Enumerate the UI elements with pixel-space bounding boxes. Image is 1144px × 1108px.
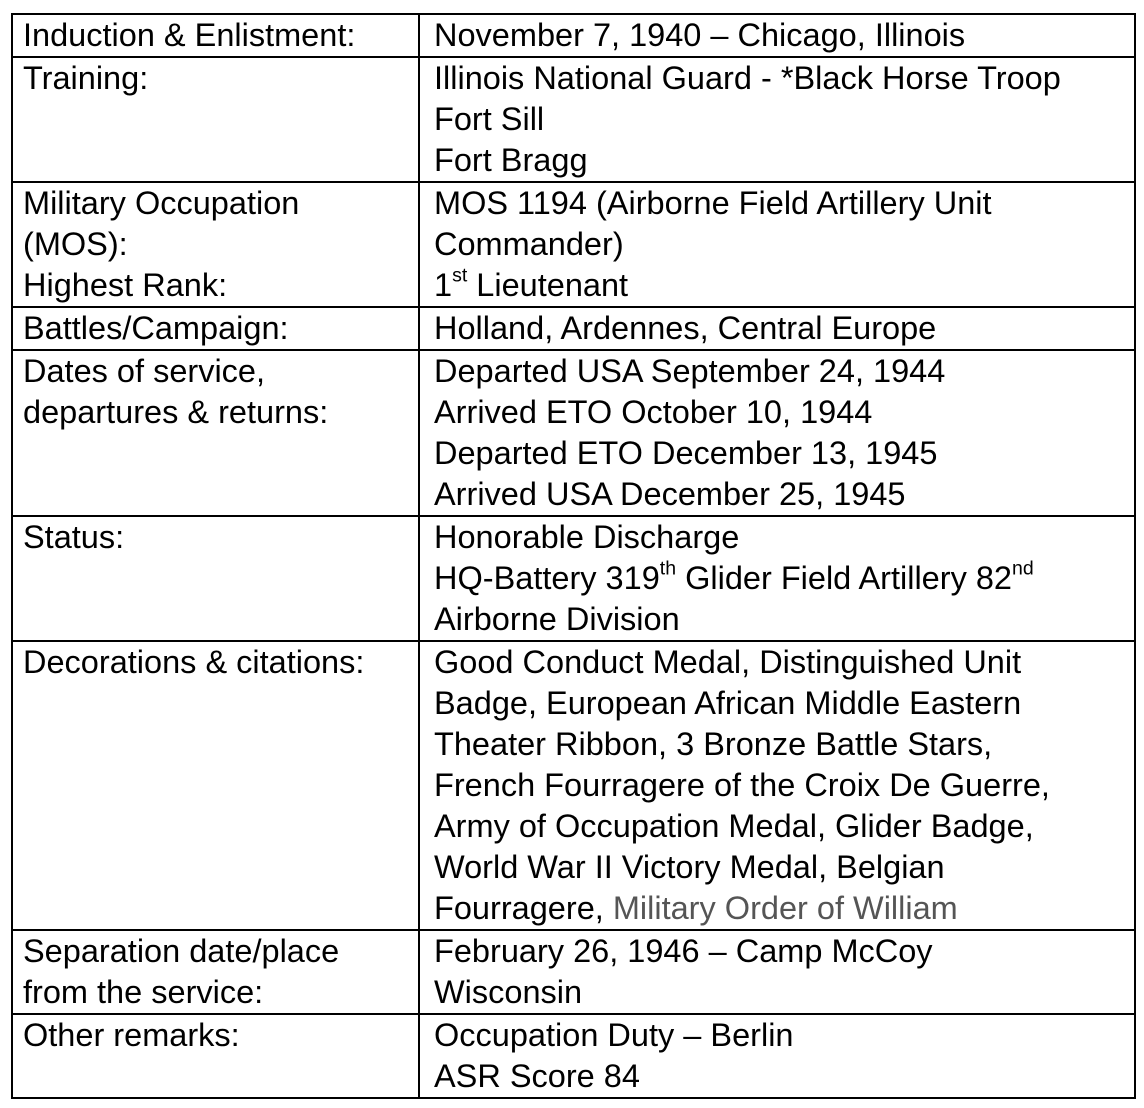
rank-ordinal-suffix: st xyxy=(452,264,468,287)
row-value xyxy=(419,1014,1135,1098)
ordinal-suffix: nd xyxy=(1012,557,1034,580)
unit-part: Glider Field Artillery 82 xyxy=(676,560,1013,596)
table-row-battles xyxy=(12,307,1135,350)
row-value xyxy=(419,307,1135,350)
label-line: Other remarks: xyxy=(23,1017,240,1053)
value-line: World War II Victory Medal, Belgian xyxy=(434,849,945,885)
label-line: Battles/Campaign: xyxy=(23,310,289,346)
row-label xyxy=(12,516,419,641)
highest-rank-value xyxy=(434,265,1126,306)
table-row-training xyxy=(12,57,1135,182)
unit-line xyxy=(434,558,1126,599)
value-line: French Fourragere of the Croix De Guerre, xyxy=(434,767,1050,803)
value-line: Badge, European African Middle Eastern xyxy=(434,685,1022,721)
row-label xyxy=(12,1014,419,1098)
row-label xyxy=(12,182,419,307)
service-record-table xyxy=(11,13,1136,1099)
value-line: Theater Ribbon, 3 Bronze Battle Stars, xyxy=(434,726,993,762)
muted-decoration-text: Military Order of William xyxy=(612,890,958,926)
label-line: Military Occupation xyxy=(23,185,300,221)
row-label xyxy=(12,930,419,1014)
row-value xyxy=(419,641,1135,930)
table-row-status xyxy=(12,516,1135,641)
row-value xyxy=(419,57,1135,182)
label-line: from the service: xyxy=(23,974,264,1010)
rank-number: 1 xyxy=(434,267,453,303)
table-row-other-remarks xyxy=(12,1014,1135,1098)
unit-part: HQ-Battery 319 xyxy=(434,560,660,596)
row-value xyxy=(419,930,1135,1014)
row-label xyxy=(12,307,419,350)
value-line: Honorable Discharge xyxy=(434,519,740,555)
row-label xyxy=(12,57,419,182)
table-row-dates-of-service xyxy=(12,350,1135,516)
label-line: Dates of service, xyxy=(23,353,266,389)
label-line: Decorations & citations: xyxy=(23,644,365,680)
table-row-induction xyxy=(12,14,1135,57)
label-line: (MOS): xyxy=(23,226,128,262)
row-label xyxy=(12,641,419,930)
ordinal-suffix: th xyxy=(659,557,677,580)
table-row-military-occupation xyxy=(12,182,1135,307)
value-line: Arrived USA December 25, 1945 xyxy=(434,476,906,512)
row-value xyxy=(419,516,1135,641)
value-line: Holland, Ardennes, Central Europe xyxy=(434,310,937,346)
label-line: Induction & Enlistment: xyxy=(23,17,356,53)
value-line: Departed ETO December 13, 1945 xyxy=(434,435,938,471)
value-line: Army of Occupation Medal, Glider Badge, xyxy=(434,808,1034,844)
value-line: Airborne Division xyxy=(434,601,680,637)
rank-title: Lieutenant xyxy=(467,267,629,303)
value-line: Good Conduct Medal, Distinguished Unit xyxy=(434,644,1022,680)
row-label xyxy=(12,14,419,57)
value-line: Fort Sill xyxy=(434,101,545,137)
value-line: MOS 1194 (Airborne Field Artillery Unit xyxy=(434,185,992,221)
row-value xyxy=(419,350,1135,516)
value-line: Fort Bragg xyxy=(434,142,588,178)
value-line: Wisconsin xyxy=(434,974,583,1010)
value-line: November 7, 1940 – Chicago, Illinois xyxy=(434,17,966,53)
value-line: Occupation Duty – Berlin xyxy=(434,1017,794,1053)
decoration-text: Fourragere, xyxy=(434,890,613,926)
value-line: Arrived ETO October 10, 1944 xyxy=(434,394,873,430)
value-line: ASR Score 84 xyxy=(434,1058,640,1094)
row-value xyxy=(419,182,1135,307)
value-line: February 26, 1946 – Camp McCoy xyxy=(434,933,933,969)
label-line: Separation date/place xyxy=(23,933,340,969)
row-label xyxy=(12,350,419,516)
label-line: Training: xyxy=(23,60,149,96)
row-value xyxy=(419,14,1135,57)
value-line: Illinois National Guard - *Black Horse Troop xyxy=(434,60,1061,96)
label-line: Status: xyxy=(23,519,125,555)
table-row-decorations xyxy=(12,641,1135,930)
value-line: Commander) xyxy=(434,226,624,262)
value-line xyxy=(434,888,1126,929)
table-row-separation xyxy=(12,930,1135,1014)
value-line: Departed USA September 24, 1944 xyxy=(434,353,946,389)
label-line: Highest Rank: xyxy=(23,267,228,303)
label-line: departures & returns: xyxy=(23,394,329,430)
